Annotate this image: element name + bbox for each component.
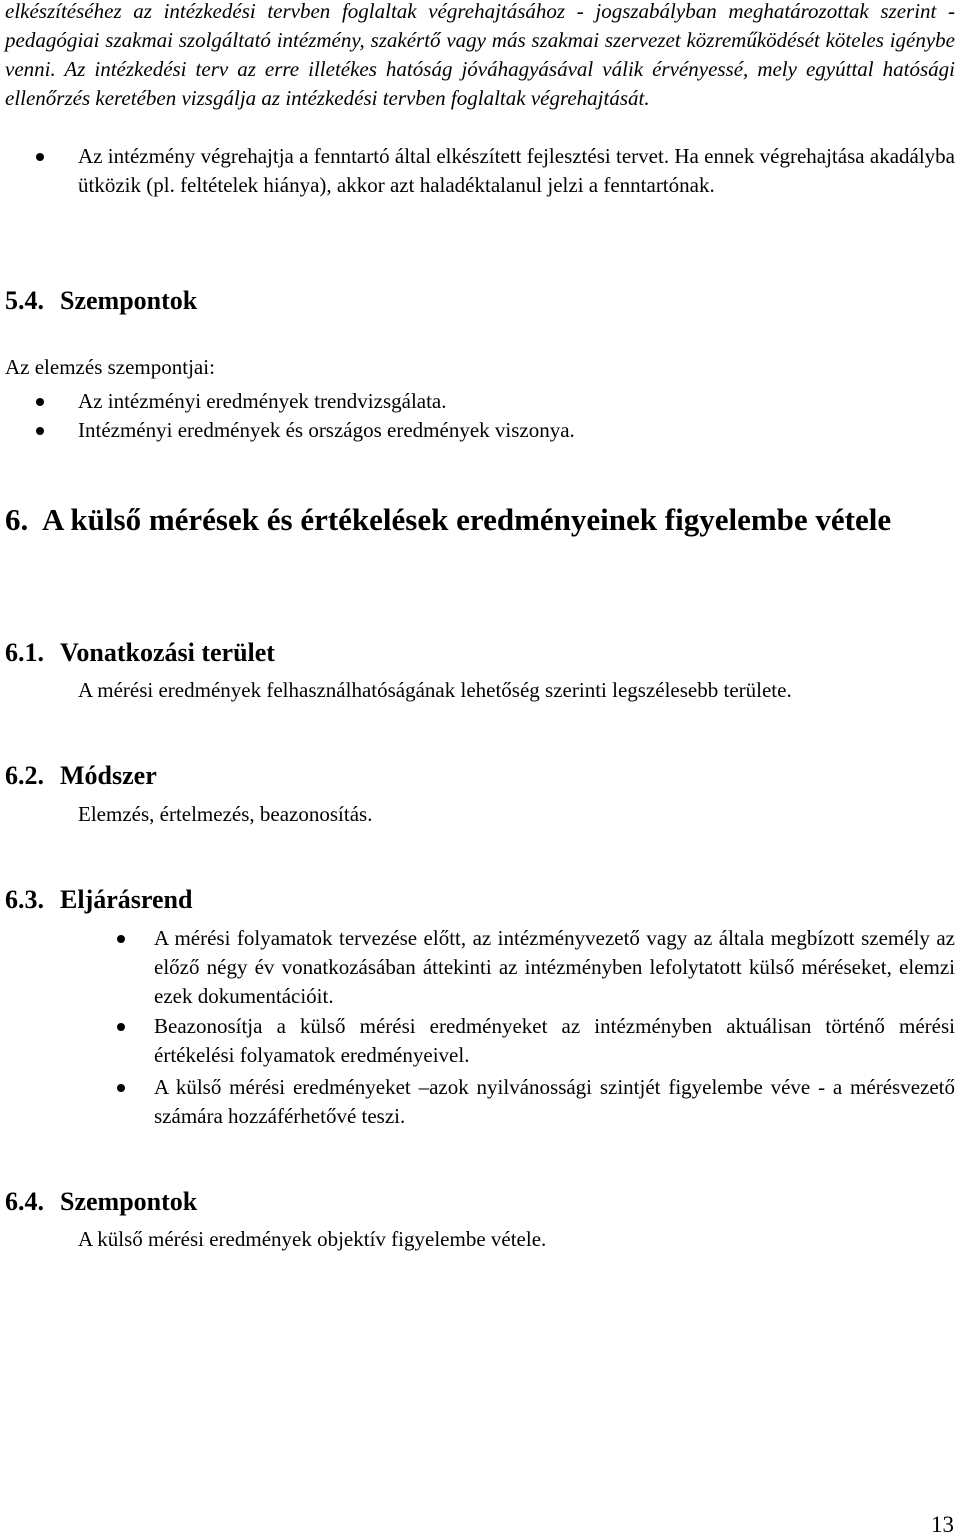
list-item-text: Az intézményi eredmények trendvizsgálata. — [78, 389, 447, 413]
section-title: Szempontok — [60, 1187, 198, 1216]
section-heading-6-4 — [5, 1186, 197, 1218]
section-number: 6.4. — [5, 1187, 44, 1216]
section-number: 6.2. — [5, 761, 44, 790]
list-item-text: Intézményi eredmények és országos eredmények viszonya. — [78, 418, 575, 442]
section-heading-6-3 — [5, 884, 192, 916]
section-heading-5-4 — [5, 285, 197, 317]
intro-paragraph: elkészítéséhez az intézkedési tervben foglaltak végrehajtásához - jogszabályban meghatározottak szerint - pedagógiai szakmai szolgáltató intézmény, szakértő vagy más szakmai szervezet közreműködését köteles igénybe venni. Az intézkedési terv az erre illetékes hatóság jóváhagyásával válik érvényessé, mely egyúttal hatósági ellenőrzés keretében vizsgálja az intézkedési tervben foglaltak végrehajtását. — [5, 0, 955, 110]
bullet-icon — [117, 1084, 125, 1092]
intro-bullet-text: Az intézmény végrehajtja a fenntartó által elkészített fejlesztési tervet. Ha ennek végrehajtása akadályba ütközik (pl. feltételek hiánya), akkor azt haladéktalanul jelzi a fenntartónak. — [78, 144, 955, 197]
section-heading-6-2 — [5, 760, 157, 792]
analysis-lead: Az elemzés szempontjai: — [5, 355, 215, 379]
bullet-icon — [36, 427, 44, 435]
chapter-title: A külső mérések és értékelések eredményeinek figyelembe vétele — [42, 502, 892, 537]
section-title: Szempontok — [60, 286, 198, 315]
section-number: 5.4. — [5, 286, 44, 315]
bullet-icon — [36, 398, 44, 406]
section-title: Vonatkozási terület — [60, 638, 275, 667]
list-item-text: Beazonosítja a külső mérési eredményeket az intézményben aktuálisan történő mérési értékelési folyamatok eredményeivel. — [154, 1014, 955, 1067]
list-item-text: A mérési folyamatok tervezése előtt, az intézményvezető vagy az általa megbízott személy az előző négy év vonatkozásában áttekinti az intézményben lefolytatott külső méréseket, elemzi ezek dokumentációit. — [154, 926, 955, 1008]
section-title: Módszer — [60, 761, 157, 790]
section-text: A külső mérési eredmények objektív figyelembe vétele. — [78, 1227, 547, 1251]
list-item-text: A külső mérési eredményeket –azok nyilvánossági szintjét figyelembe véve - a mérésvezető számára hozzáférhetővé teszi. — [154, 1075, 955, 1128]
section-text: A mérési eredmények felhasználhatóságának lehetőség szerinti legszélesebb területe. — [78, 678, 792, 702]
page-number: 13 — [931, 1512, 954, 1537]
bullet-icon — [36, 153, 44, 161]
bullet-icon — [117, 935, 125, 943]
chapter-number: 6. — [5, 502, 29, 537]
section-number: 6.1. — [5, 638, 44, 667]
section-heading-6-1 — [5, 637, 275, 669]
section-title: Eljárásrend — [60, 885, 193, 914]
section-text: Elemzés, értelmezés, beazonosítás. — [78, 802, 373, 826]
section-number: 6.3. — [5, 885, 44, 914]
bullet-icon — [117, 1023, 125, 1031]
